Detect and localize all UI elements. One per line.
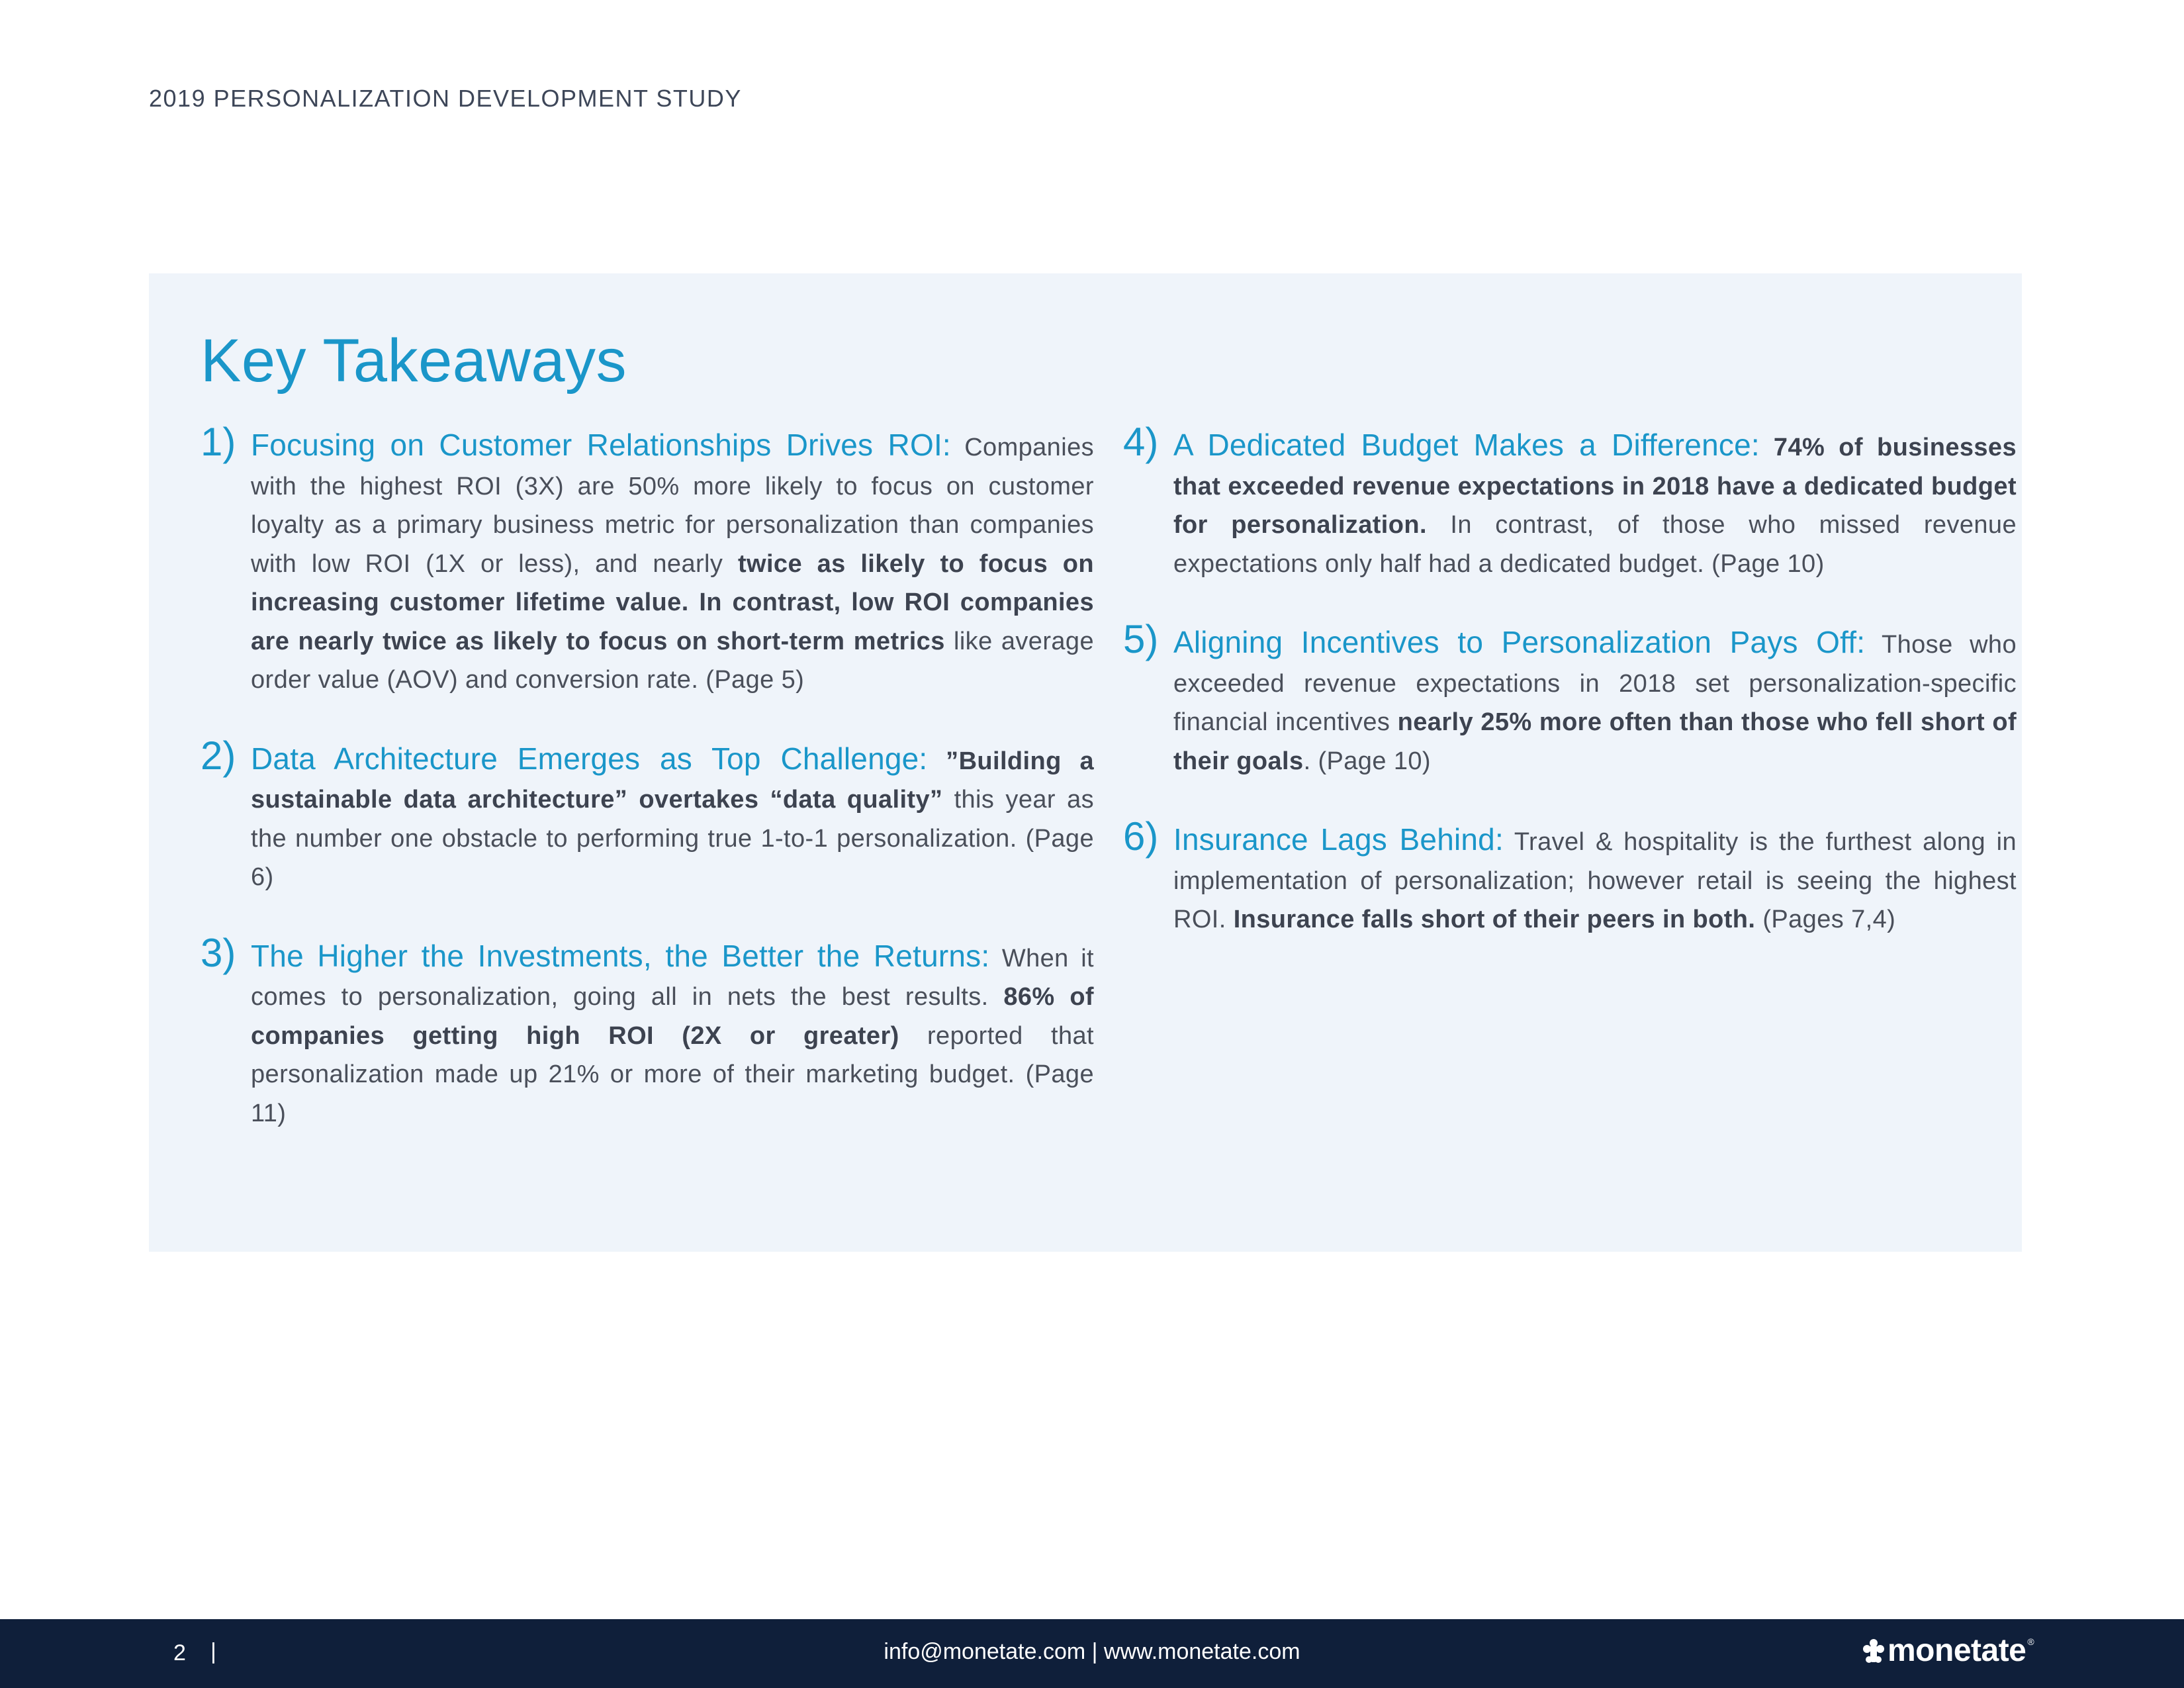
takeaway-bold-text: nearly 25% more often than those who fell short of their goals xyxy=(1173,708,2017,775)
page-number: 2 xyxy=(173,1640,186,1665)
takeaway-number: 4) xyxy=(1123,420,1159,464)
takeaway-heading: The Higher the Investments, the Better the Returns: xyxy=(251,938,990,973)
takeaway-5 xyxy=(1123,617,2017,780)
takeaway-bold-text: twice as likely to focus on increasing customer lifetime value. In contrast, low ROI companies are nearly twice as likely to focus on short-term metrics xyxy=(251,549,1094,655)
takeaway-text: (Pages 7,4) xyxy=(1755,906,1896,933)
takeaway-bold-text: 74% of businesses that exceeded revenue expectations in 2018 have a dedicated budget for personalization. xyxy=(1173,434,2017,539)
takeaway-text: In contrast, of those who missed revenue expectations only half had a dedicated budget. (Page 10) xyxy=(1173,511,2017,578)
takeaway-heading: Aligning Incentives to Personalization Pays Off: xyxy=(1173,625,1866,659)
takeaway-text: . (Page 10) xyxy=(1303,747,1431,775)
key-takeaways-panel xyxy=(149,273,2022,1252)
takeaway-bold-text: 86% of companies getting high ROI (2X or greater) xyxy=(251,983,1094,1050)
takeaway-text: Travel & hospitality is the furthest along in implementation of personalization; however retail is seeing the highest ROI. xyxy=(1173,828,2017,933)
takeaway-text: reported that personalization made up 21% or more of their marketing budget. (Page 11) xyxy=(251,1021,1094,1127)
logo-trademark: ® xyxy=(2027,1636,2034,1647)
takeaway-heading: A Dedicated Budget Makes a Difference: xyxy=(1173,428,1760,462)
takeaway-text: Those who exceeded revenue expectations in 2018 set personalization-specific financial incentives xyxy=(1173,631,2017,736)
panel-title: Key Takeaways xyxy=(201,327,627,395)
takeaways-column-left xyxy=(201,420,1095,1133)
takeaway-text: like average order value (AOV) and conversion rate. (Page 5) xyxy=(251,627,1094,694)
takeaway-2 xyxy=(201,733,1095,897)
takeaway-3 xyxy=(201,930,1094,1133)
takeaway-heading: Data Architecture Emerges as Top Challenge: xyxy=(251,741,928,776)
monetate-logo xyxy=(1862,1632,2034,1669)
takeaway-number: 1) xyxy=(201,420,236,464)
page-number-separator: | xyxy=(210,1639,216,1664)
takeaway-bold-text: Insurance falls short of their peers in both. xyxy=(1233,906,1756,933)
takeaway-heading: Focusing on Customer Relationships Drives ROI: xyxy=(251,428,951,462)
takeaway-6 xyxy=(1123,814,2017,939)
document-header: 2019 PERSONALIZATION DEVELOPMENT STUDY xyxy=(149,85,742,112)
takeaway-1 xyxy=(201,420,1094,700)
takeaways-column-right xyxy=(1123,420,2017,939)
takeaway-number: 3) xyxy=(201,930,236,975)
takeaway-bold-text: ”Building a sustainable data architecture” overtakes “data quality” xyxy=(251,747,1095,814)
takeaway-text: When it comes to personalization, going all in nets the best results. xyxy=(251,944,1094,1011)
page-footer xyxy=(0,1619,2184,1688)
takeaway-text: this year as the number one obstacle to performing true 1-to-1 personalization. (Page 6) xyxy=(251,786,1095,891)
takeaway-heading: Insurance Lags Behind: xyxy=(1173,822,1504,857)
takeaway-text: Companies with the highest ROI (3X) are 50% more likely to focus on customer loyalty as a primary business metric for personalization than companies with low ROI (1X or less), and nearly xyxy=(251,434,1094,578)
footer-contact: info@monetate.com | www.monetate.com xyxy=(884,1639,1300,1664)
takeaway-number: 2) xyxy=(201,733,236,778)
logo-wordmark: monetate xyxy=(1888,1633,2026,1668)
takeaway-number: 6) xyxy=(1123,814,1159,859)
takeaway-number: 5) xyxy=(1123,617,1159,661)
monetate-asterisk-icon xyxy=(1862,1638,1885,1664)
takeaway-4 xyxy=(1123,420,2017,583)
